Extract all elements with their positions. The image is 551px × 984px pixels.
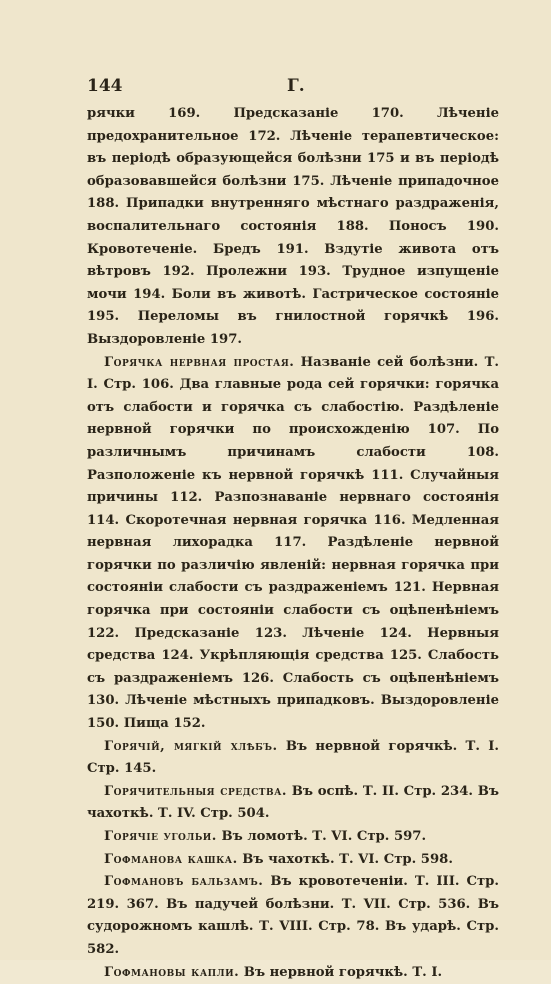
index-text [87,103,499,984]
index-entry [87,962,499,984]
entry-head: Гофмановы капли. [104,964,240,980]
index-entry [87,736,499,781]
page-header [87,76,499,98]
entry-text: Названіе сей болѣзни. Т. I. Стр. 106. Два главные рода сей горячки: горячка отъ слабости и горячка съ слабостію. Раздѣленіе нервной горячки по происхожденію 107. По различнымъ причинамъ слабости 108. Разположеніе къ нервной горячкѣ 111. Случайныя причины 112. Разпознаваніе нервнаго состоянія 114. Скоротечная нервная горячка 116. Медленная нервная лихорадка 117. Раздѣленіе нервной горячки по различію явленій: нервная горячка при состояніи слабости съ раздраженіемъ 121. Нервная горячка при состояніи слабости съ оцѣпенѣніемъ 122. Предсказаніе 123. Лѣченіе 124. Нервныя средства 124. Укрѣпляющія средства 125. Слабость съ раздраженіемъ 126. Слабость съ оцѣпенѣніемъ 130. Лѣченіе мѣстныхъ припадковъ. Выздоровленіе 150. Пища 152. [87,354,499,732]
entry-head: Горячка нервная простая. [104,354,295,370]
entry-text: Въ нервной горячкѣ. Т. I. [239,964,443,980]
index-entry [87,352,499,736]
entry-head: Гофмановъ бальзамъ. [104,874,264,890]
running-head: Г. [287,76,305,96]
entry-head: Горячій, мягкій хлѣбъ. [104,738,278,754]
entry-text: Въ оспѣ. Т. II. Стр. 234. Въ чахоткѣ. Т. IV. Стр. 504. [87,783,500,822]
index-entry [87,103,499,352]
entry-text: рячки 169. Предсказаніе 170. Лѣченіе предохранительное 172. Лѣченіе терапевтическое: въ періодѣ образующейся болѣзни 175 и въ періодѣ образовавшейся болѣзни 175. Лѣченіе припадочное 188. Припадки внутренняго мѣстнаго раздраженія, воспалительнаго состоянія 188. Поносъ 190. Кровотеченіе. Бредъ 191. Вздутіе живота отъ вѣтровъ 192. Пролежни 193. Трудное изпущеніе мочи 194. Боли въ животѣ. Гастрическое состояніе 195. Переломы въ гнилостной горячкѣ 196. Выздоровленіе 197. [87,106,499,347]
entry-head: Горячительныя средства. [104,783,287,799]
entry-text: Въ чахоткѣ. Т. VI. Стр. 598. [237,851,453,867]
index-entry [87,826,499,849]
index-entry [87,871,499,961]
entry-head: Гофманова кашка. [104,851,238,867]
entry-text: Въ ломотѣ. Т. VI. Стр. 597. [216,829,427,844]
entry-head: Горячіе угольи. [104,829,217,844]
entry-text: Въ кровотеченіи. Т. III. Стр. 219. 367. Въ падучей болѣзни. Т. VII. Стр. 536. Въ судорожномъ кашлѣ. Т. VIII. Стр. 78. Въ ударѣ. Стр. 582. [87,874,499,957]
index-entry [87,781,499,826]
index-entry [87,849,499,872]
entry-text: Въ нервной горячкѣ. Т. I. Стр. 145. [87,738,500,777]
page-number: 144 [87,76,123,96]
